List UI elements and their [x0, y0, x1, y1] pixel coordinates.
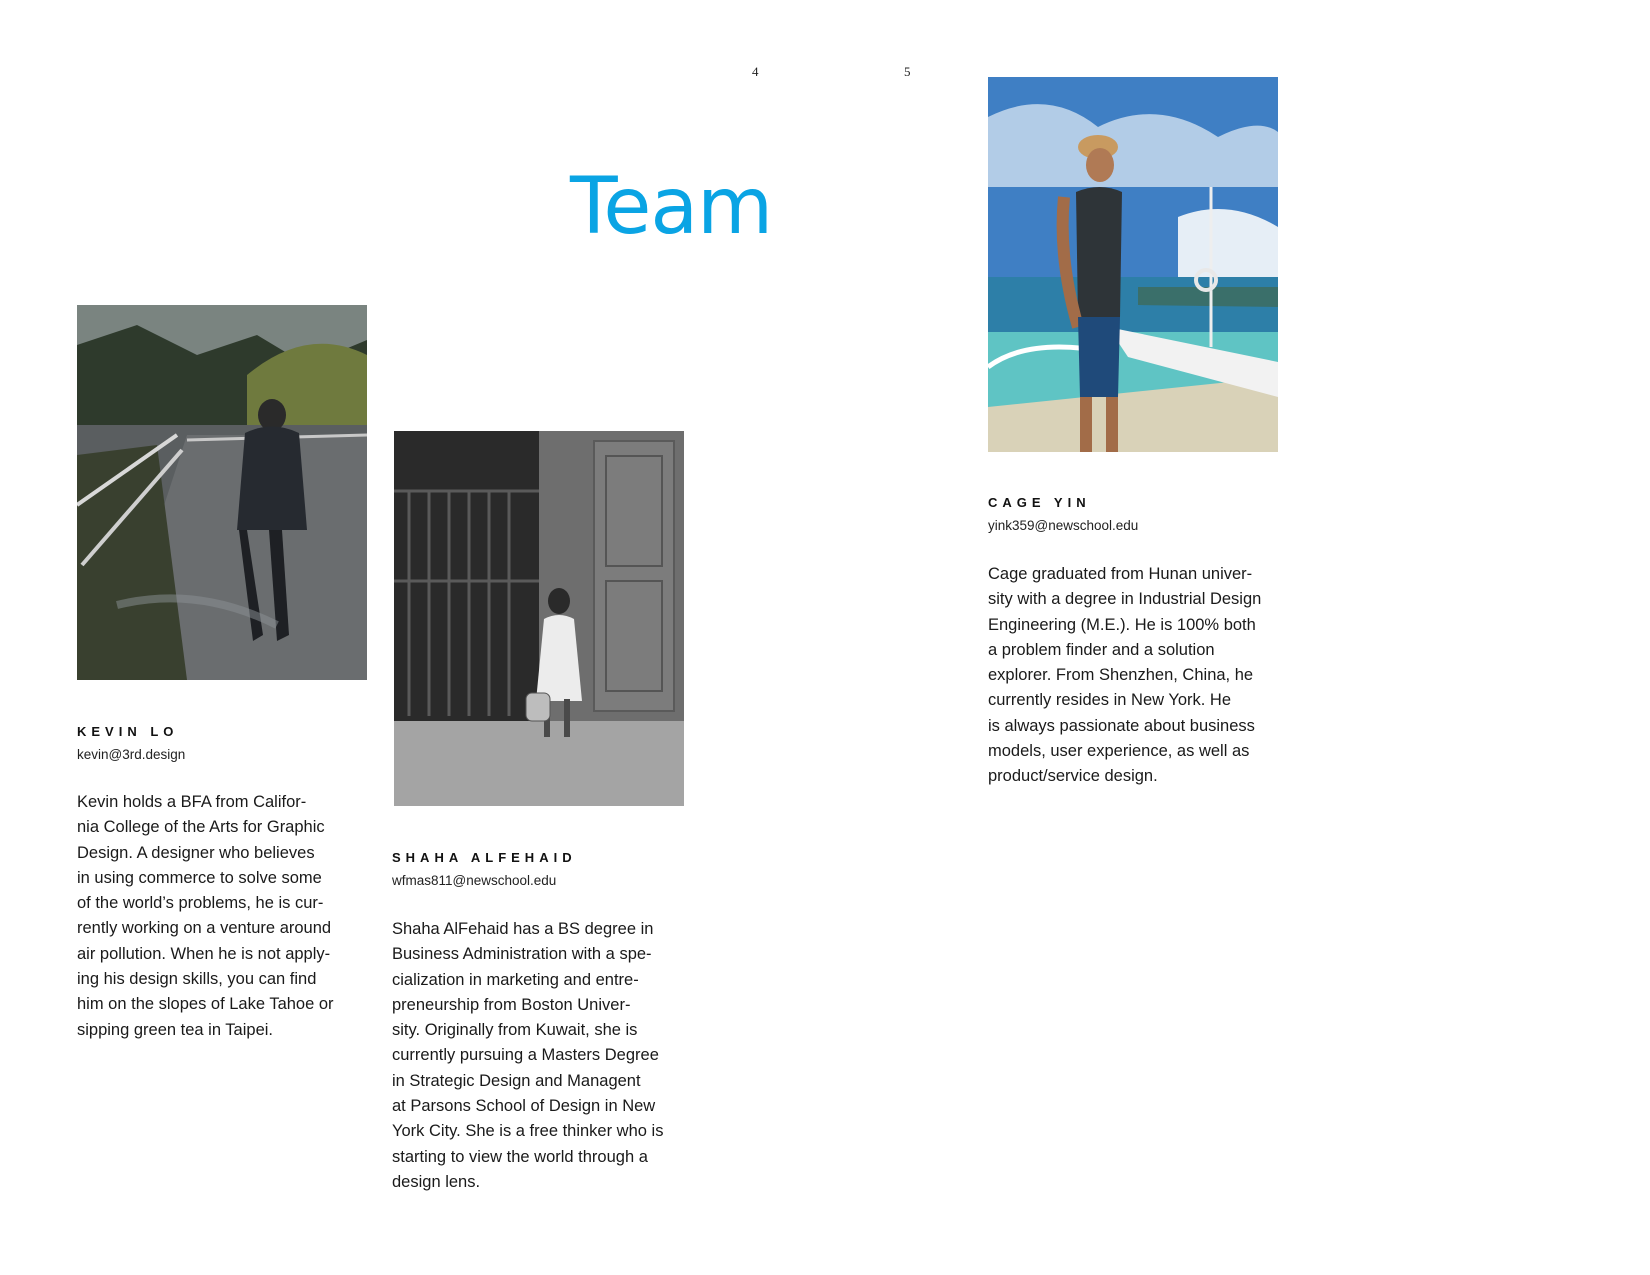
- member-name: KEVIN LO: [77, 724, 179, 739]
- member-bio: Kevin holds a BFA from Califor- nia College of the Arts for Graphic Design. A designer who believes in using commerce to solve some of the world’s problems, he is cur- rently working on a venture around air pollution. When he is not apply- ing his design skills, you can find him on the slopes of Lake Tahoe or sipping green tea in Taipei.: [77, 793, 334, 1039]
- member-email[interactable]: yink359@newschool.edu: [988, 518, 1139, 533]
- page-number-left: 4: [752, 64, 759, 79]
- page-number-right: 5: [904, 64, 911, 79]
- member-email[interactable]: wfmas811@newschool.edu: [392, 873, 557, 888]
- page-title: Team: [570, 162, 773, 252]
- member-bio: Cage graduated from Hunan univer- sity with a degree in Industrial Design Engineering (M.E.). He is 100% both a problem finder and a solution explorer. From Shenzhen, China, he currently resides in New York. He is always passionate about business models, user experience, as well as product/service design.: [988, 565, 1262, 786]
- kevin-lo-photo: [77, 305, 367, 680]
- member-name: SHAHA ALFEHAID: [392, 850, 577, 865]
- member-name: CAGE YIN: [988, 495, 1091, 510]
- cage-yin-photo: [988, 77, 1278, 452]
- shaha-alfehaid-photo: [394, 431, 684, 806]
- member-email[interactable]: kevin@3rd.design: [77, 747, 186, 762]
- member-bio: Shaha AlFehaid has a BS degree in Business Administration with a spe- cialization in marketing and entre- preneurship from Boston Univer- sity. Originally from Kuwait, she is currently pursuing a Masters Degree in Strategic Design and Managent at Parsons School of Design in New York City. She is a free thinker who is starting to view the world through a design lens.: [392, 920, 664, 1191]
